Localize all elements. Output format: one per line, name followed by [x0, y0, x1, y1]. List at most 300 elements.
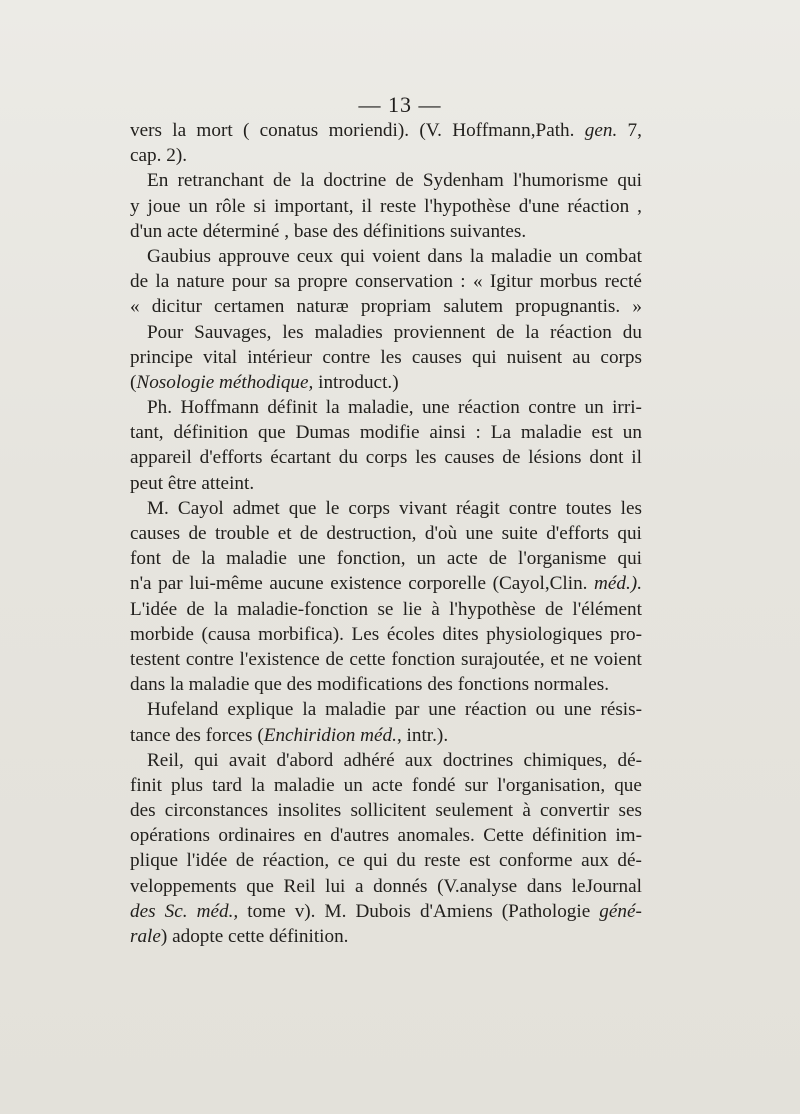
word: doctrine — [323, 170, 387, 192]
word: fondé — [411, 774, 456, 796]
word: Pour — [147, 321, 184, 343]
word: maladie-fonction — [237, 598, 369, 620]
word: écartant — [270, 447, 331, 469]
text-line — [130, 395, 642, 420]
word: y — [130, 195, 140, 217]
word: propugnantis. — [515, 296, 621, 318]
text-line — [130, 798, 642, 823]
word: la — [250, 774, 265, 796]
word: est — [591, 422, 613, 444]
word: réaction — [464, 699, 527, 721]
word: un — [558, 245, 579, 267]
word: corps — [348, 497, 390, 519]
word: suite — [501, 523, 538, 544]
word: d'efforts — [546, 523, 609, 544]
text-line — [130, 445, 642, 470]
text-line — [130, 244, 642, 269]
word: des — [130, 800, 156, 822]
word: fonction — [391, 648, 456, 670]
word: l'idée — [186, 850, 228, 872]
word: définit — [267, 397, 318, 419]
word: ne — [570, 648, 589, 670]
text-line — [130, 219, 642, 244]
word: lésions — [528, 447, 582, 469]
word: chimiques, — [523, 749, 608, 771]
word: que — [614, 774, 642, 796]
text-line — [130, 269, 642, 294]
word: maladie — [520, 422, 582, 444]
word: à — [522, 800, 531, 822]
text-line — [130, 899, 642, 924]
word: la — [201, 548, 216, 570]
text-line — [130, 118, 642, 143]
word: irri- — [612, 397, 642, 419]
word: (Pathologie — [501, 900, 591, 922]
word: d'Amiens — [419, 900, 493, 922]
word: une — [563, 699, 592, 721]
text-line — [130, 143, 642, 168]
word: adhéré — [343, 749, 395, 771]
word: La — [490, 422, 512, 444]
word: causes — [411, 346, 462, 368]
word: par — [158, 573, 183, 595]
word: et — [277, 523, 292, 544]
word: sur — [464, 774, 489, 796]
word: En — [147, 170, 169, 192]
word: réaction, — [262, 850, 330, 872]
word: donnés — [373, 875, 428, 897]
italic-word: méd.). — [594, 573, 642, 595]
word: corporelle — [408, 573, 487, 595]
word: de — [130, 271, 149, 293]
word: la — [325, 397, 340, 419]
word: de — [172, 548, 191, 570]
word: morbifica). — [258, 623, 344, 645]
word: approuve — [218, 245, 290, 267]
word: avait — [228, 749, 267, 771]
page-number: — 13 — — [358, 92, 442, 117]
italic-word: Sc. — [164, 900, 188, 922]
word: il — [361, 195, 373, 217]
word: les — [380, 346, 402, 368]
word: Dubois — [355, 900, 411, 922]
word: Sydenham — [422, 170, 504, 192]
word: dites — [442, 623, 479, 645]
word: qui — [340, 245, 365, 267]
word: qui — [194, 749, 219, 771]
body-text — [130, 118, 642, 949]
word: est — [469, 850, 491, 872]
word: de — [544, 598, 564, 620]
word: un — [622, 422, 642, 444]
text-line — [130, 370, 642, 395]
word: ce — [337, 850, 355, 872]
text-run: dans la maladie que des modifications des fonctions normales. — [130, 674, 610, 696]
word: toutes — [565, 497, 612, 519]
word: cette — [349, 648, 386, 670]
word: et — [550, 648, 565, 670]
word: de — [502, 447, 521, 469]
word: seulement — [435, 800, 514, 822]
word: de — [488, 548, 507, 570]
word: l'hypothèse — [449, 598, 536, 620]
italic-text: rale — [130, 926, 161, 947]
word: résis- — [600, 699, 642, 721]
word: acte — [446, 548, 478, 570]
word: Les — [351, 623, 380, 645]
word: morbide — [130, 623, 194, 645]
word: lie — [402, 598, 422, 620]
word: maladies — [314, 321, 383, 343]
word: l'humorisme — [513, 170, 609, 192]
word: contre — [528, 397, 577, 419]
word: qui — [472, 346, 497, 368]
text-run: ( — [130, 371, 137, 393]
word: conforme — [498, 850, 573, 872]
word: Gaubius — [147, 245, 211, 267]
word: une — [465, 523, 494, 544]
word: trouble — [214, 523, 270, 544]
text-line — [130, 597, 642, 622]
word: la — [469, 245, 484, 267]
word: un — [188, 195, 208, 217]
word: ordinaires — [218, 825, 296, 847]
word: à — [431, 598, 440, 620]
text-line — [130, 773, 642, 798]
word: tome — [247, 900, 286, 922]
word: au — [572, 346, 591, 368]
word: combat — [585, 245, 642, 267]
word: réaction — [458, 397, 520, 419]
word: naturæ — [296, 296, 349, 318]
word: dans — [526, 875, 562, 897]
word: 7, — [627, 120, 642, 141]
word: contre — [185, 648, 234, 670]
word: corps — [600, 346, 642, 368]
word: une — [428, 699, 456, 721]
word: Ph. — [147, 397, 173, 419]
word: définition — [173, 422, 249, 444]
word: la — [525, 321, 540, 343]
word: convertir — [540, 800, 610, 822]
word: d'une — [518, 195, 560, 217]
word: Cette — [483, 825, 524, 847]
text-line — [130, 194, 642, 219]
text-line — [130, 723, 642, 748]
word: conatus — [259, 120, 319, 141]
word: retranchant — [177, 170, 264, 192]
word: maladie — [273, 774, 335, 796]
word: explique — [227, 699, 294, 721]
word: dont — [589, 447, 624, 469]
text-line — [130, 496, 642, 521]
text-run: , intr.). — [396, 724, 449, 746]
word: nuisent — [506, 346, 563, 368]
word: (V. — [419, 120, 442, 141]
word: une — [297, 548, 326, 570]
word: reste — [424, 850, 461, 872]
word: a — [354, 875, 364, 897]
word: la — [302, 699, 317, 721]
word: testent — [130, 648, 181, 670]
word: principe — [130, 346, 193, 368]
word: écoles — [386, 623, 435, 645]
word: dans — [427, 245, 463, 267]
text-run: introduct.) — [313, 371, 399, 393]
word: Cayol — [177, 497, 224, 519]
word: doctrines — [442, 749, 514, 771]
text-line — [130, 345, 642, 370]
word: les — [620, 497, 642, 519]
text-line — [130, 294, 642, 319]
word: nature — [176, 271, 225, 293]
word: un — [584, 397, 604, 419]
word: une — [421, 397, 450, 419]
word: un — [343, 774, 363, 796]
text-line — [130, 748, 642, 773]
word: pro- — [610, 623, 642, 645]
word: physiologiques — [486, 623, 603, 645]
word: de — [186, 598, 205, 620]
word: » — [632, 296, 642, 318]
word: important, — [274, 195, 354, 217]
word: acte — [371, 774, 403, 796]
word: lui — [325, 875, 346, 897]
word: rôle — [215, 195, 246, 217]
word: de — [325, 648, 344, 670]
word: fonction, — [336, 548, 406, 570]
word: circonstances — [164, 800, 269, 822]
text-run: ) adopte cette définition. — [160, 926, 349, 947]
word: contre — [508, 497, 557, 519]
text-run: peut être atteint. — [130, 472, 255, 494]
word: certamen — [214, 296, 285, 318]
word: moriendi). — [328, 120, 410, 141]
word: destruction, — [326, 523, 417, 544]
word: de — [188, 523, 207, 544]
word: finit — [130, 774, 162, 796]
text-line — [130, 571, 642, 596]
word: anomales. — [397, 825, 475, 847]
word: qui — [617, 170, 642, 192]
word: tard — [212, 774, 242, 796]
italic-text: Nosologie méthodique, — [136, 371, 314, 393]
word: Reil, — [147, 749, 184, 771]
word: de — [496, 321, 515, 343]
text-line — [130, 697, 642, 722]
word: corps — [365, 447, 408, 469]
word: ( — [242, 120, 250, 141]
word: n'a — [130, 573, 152, 595]
word: du — [338, 447, 358, 469]
word: vital — [202, 346, 238, 368]
word: réagit — [456, 497, 500, 519]
word: qui — [617, 523, 642, 544]
word: que — [246, 875, 274, 897]
italic-word: des — [130, 900, 156, 922]
word: l'existence — [239, 648, 320, 670]
text-line — [130, 924, 642, 949]
word: maladie — [325, 699, 386, 721]
word: la — [172, 120, 187, 141]
word: L'idée — [130, 598, 178, 620]
word: la — [300, 170, 315, 192]
italic-text: Enchiridion méd. — [263, 724, 397, 746]
word: plique — [130, 850, 178, 872]
word: reste — [380, 195, 417, 217]
word: insolites — [277, 800, 342, 822]
word: dicitur — [151, 296, 202, 318]
word: qui — [363, 850, 388, 872]
word: Hoffmann,Path. — [452, 120, 575, 141]
word: mort — [196, 120, 233, 141]
word: (causa — [201, 623, 251, 645]
word: , — [637, 195, 642, 217]
word: dé- — [617, 749, 642, 771]
word: lui-même — [189, 573, 263, 595]
text-line — [130, 622, 642, 647]
word: : — [460, 271, 466, 293]
word: M. — [147, 497, 169, 519]
word: voient — [593, 648, 642, 670]
word: Reil — [283, 875, 316, 897]
word: salutem — [443, 296, 504, 318]
word: l'élément — [572, 598, 642, 620]
word: aux — [581, 850, 609, 872]
word: ceux — [296, 245, 334, 267]
text-line — [130, 823, 642, 848]
text-line — [130, 420, 642, 445]
word: ses — [618, 800, 642, 822]
word: aucune — [269, 573, 324, 595]
word: l'hypothèse — [424, 195, 511, 217]
word: vers — [130, 120, 162, 141]
word: la — [155, 271, 170, 293]
word: maladie, — [348, 397, 414, 419]
text-line — [130, 546, 642, 571]
text-line — [130, 672, 642, 697]
text-line — [130, 320, 642, 345]
word: : — [475, 422, 481, 444]
word: propre — [297, 271, 348, 293]
word: maladie — [226, 548, 287, 570]
word: propriam — [360, 296, 432, 318]
word: opérations — [130, 825, 210, 847]
text-run: tance des forces ( — [130, 724, 264, 746]
text-line — [130, 647, 642, 672]
word: du — [622, 321, 642, 343]
word: pour — [231, 271, 267, 293]
word: contre — [322, 346, 371, 368]
word: d'abord — [276, 749, 334, 771]
italic-word: géné- — [599, 900, 642, 922]
word: joue — [147, 195, 181, 217]
word: d'où — [424, 523, 458, 544]
word: (Cayol,Clin. — [492, 573, 588, 595]
word: im- — [615, 825, 642, 847]
word: réaction — [567, 195, 630, 217]
text-line — [130, 848, 642, 873]
word: que — [257, 422, 286, 444]
word: recté — [604, 271, 642, 293]
word: morbus — [539, 271, 598, 293]
text-run: d'un acte déterminé , base des définitions suivantes. — [130, 220, 527, 242]
word: l'organisme — [518, 548, 607, 570]
word: plus — [171, 774, 204, 796]
word: causes — [444, 447, 495, 469]
word: de — [299, 523, 319, 544]
word: les — [415, 447, 437, 469]
word: réaction — [550, 321, 612, 343]
word: la — [213, 598, 228, 620]
word: v). — [294, 900, 316, 922]
word: dé- — [617, 850, 642, 872]
word: « — [130, 296, 140, 318]
word: Hoffmann — [180, 397, 259, 419]
word: se — [377, 598, 394, 620]
word: veloppements — [130, 875, 237, 897]
word: du — [396, 850, 416, 872]
word: appareil — [130, 447, 192, 469]
word: Sauvages, — [194, 321, 272, 343]
text-line — [130, 168, 642, 193]
word: font — [130, 548, 161, 570]
italic-word: gen. — [584, 120, 618, 141]
word: proviennent — [393, 321, 486, 343]
text-line — [130, 874, 642, 899]
word: maladie — [490, 245, 552, 267]
word: Igitur — [489, 271, 533, 293]
word: leJournal — [571, 875, 642, 897]
word: de — [235, 850, 254, 872]
word: il — [631, 447, 642, 469]
word: ainsi — [429, 422, 466, 444]
text-run: cap. 2). — [130, 145, 188, 167]
word: conservation — [354, 271, 453, 293]
word: intérieur — [247, 346, 313, 368]
word: d'autres — [330, 825, 390, 847]
word: qui — [617, 548, 642, 570]
word: sollicitent — [350, 800, 427, 822]
word: par — [394, 699, 420, 721]
word: « — [472, 271, 483, 293]
word: que — [288, 497, 317, 519]
word: admet — [232, 497, 280, 519]
word: de — [273, 170, 292, 192]
word: l'organisation, — [497, 774, 606, 796]
word: surajoutée, — [461, 648, 545, 670]
word: les — [282, 321, 304, 343]
word: le — [325, 497, 340, 519]
word: tant, — [130, 422, 164, 444]
word: ou — [535, 699, 555, 721]
word: définition — [532, 825, 607, 847]
text-line — [130, 521, 642, 546]
word: vivant — [399, 497, 447, 519]
word: voient — [372, 245, 421, 267]
word: aux — [404, 749, 433, 771]
word: Dumas — [295, 422, 350, 444]
word: M. — [324, 900, 347, 922]
word: (V.analyse — [437, 875, 518, 897]
word: sa — [274, 271, 291, 293]
text-line — [130, 471, 642, 496]
word: causes — [130, 523, 181, 544]
italic-word: méd., — [196, 900, 239, 922]
word: d'efforts — [199, 447, 263, 469]
word: en — [303, 825, 322, 847]
word: un — [416, 548, 436, 570]
